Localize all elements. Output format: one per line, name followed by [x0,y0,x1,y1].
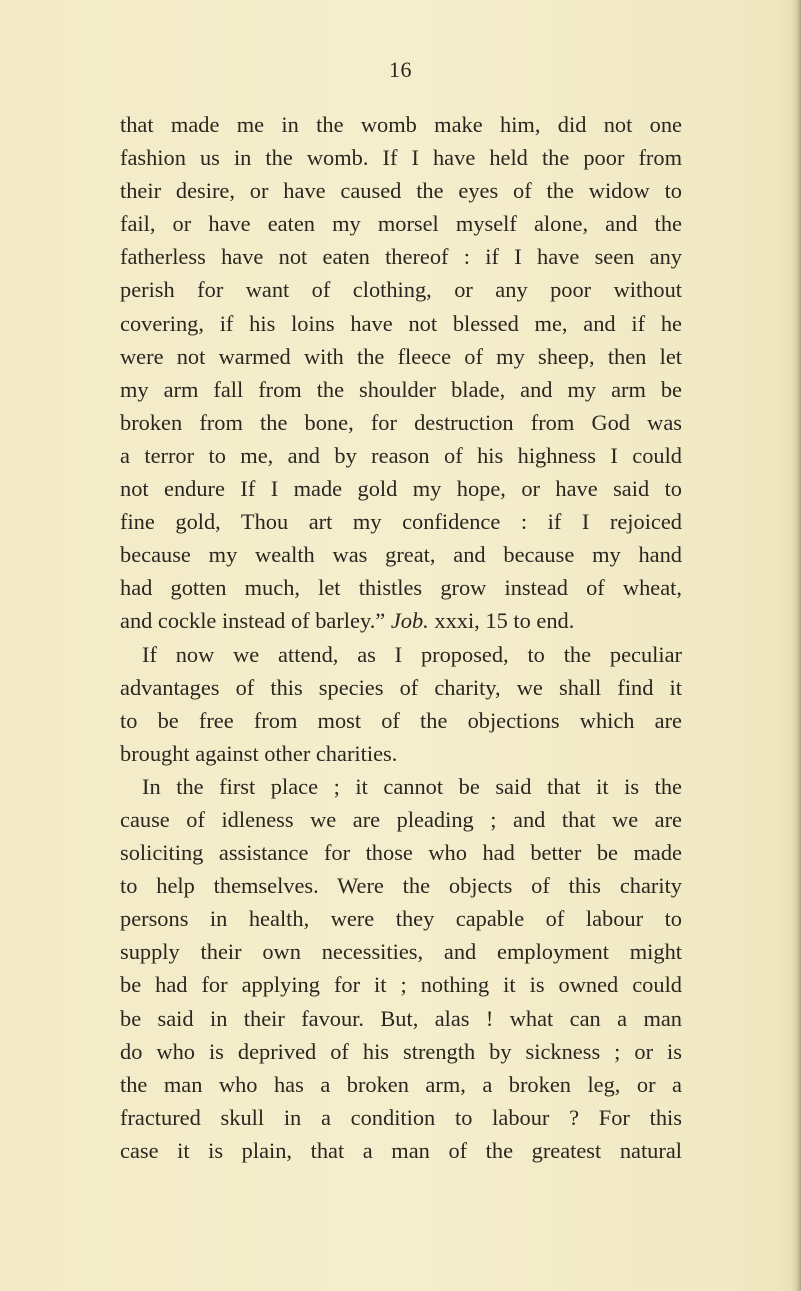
citation-book: Job. [390,608,429,634]
text-line: fractured skull in a condition to labour ? For this [120,1104,682,1130]
text-line: because my wealth was great, and because my hand [120,542,682,568]
text-line: case it is plain, that a man of the greatest natural [120,1137,682,1163]
page-edge-shadow [791,0,801,1291]
text-line: that made me in the womb make him, did not one [120,112,682,137]
text-line: be said in their favour. But, alas ! what can a man [120,1005,682,1031]
text-line-citation [120,604,682,637]
text-line: fatherless have not eaten thereof : if I have seen any [120,244,682,270]
text-line: were not warmed with the fleece of my sheep, then let [120,343,682,369]
text-line: to be free from most of the objections which are [120,707,682,733]
text-line: advantages of this species of charity, we shall find it [120,674,682,700]
text-line: cause of idleness we are pleading ; and that we are [120,806,682,832]
text-line: had gotten much, let thistles grow instead of wheat, [120,575,682,601]
text-line: In the first place ; it cannot be said that it is the [142,773,682,799]
text-line: persons in health, were they capable of labour to [120,906,682,932]
text-line: not endure If I made gold my hope, or have said to [120,476,682,502]
page-number: 16 [389,57,412,82]
text-line: fail, or have eaten my morsel myself alone, and the [120,211,682,237]
text-line: fine gold, Thou art my confidence : if I rejoiced [120,509,682,535]
text-line: be had for applying for it ; nothing it is owned could [120,972,682,998]
text-line: my arm fall from the shoulder blade, and my arm be [120,376,682,402]
text-line: If now we attend, as I proposed, to the peculiar [142,641,682,667]
text-line: to help themselves. Were the objects of this charity [120,873,682,899]
paragraph [120,108,682,638]
text-line: supply their own necessities, and employment might [120,939,682,965]
text-line: broken from the bone, for destruction from God was [120,409,682,435]
text-line: the man who has a broken arm, a broken leg, or a [120,1071,682,1097]
citation-reference: xxxi, 15 to end. [428,608,575,634]
text-line: covering, if his loins have not blessed me, and if he [120,310,682,336]
citation-text: and cockle instead of barley.” [120,608,391,634]
body-text [120,108,682,1167]
text-line: soliciting assistance for those who had better be made [120,840,682,866]
text-line: do who is deprived of his strength by sickness ; or is [120,1038,682,1064]
text-line: brought against other charities. [120,740,398,766]
text-line: fashion us in the womb. If I have held the poor from [120,145,682,171]
text-line: perish for want of clothing, or any poor without [120,277,682,303]
paragraph [120,770,682,1167]
text-line: a terror to me, and by reason of his highness I could [120,442,682,468]
paragraph [120,638,682,770]
text-line: their desire, or have caused the eyes of the widow to [120,178,682,204]
